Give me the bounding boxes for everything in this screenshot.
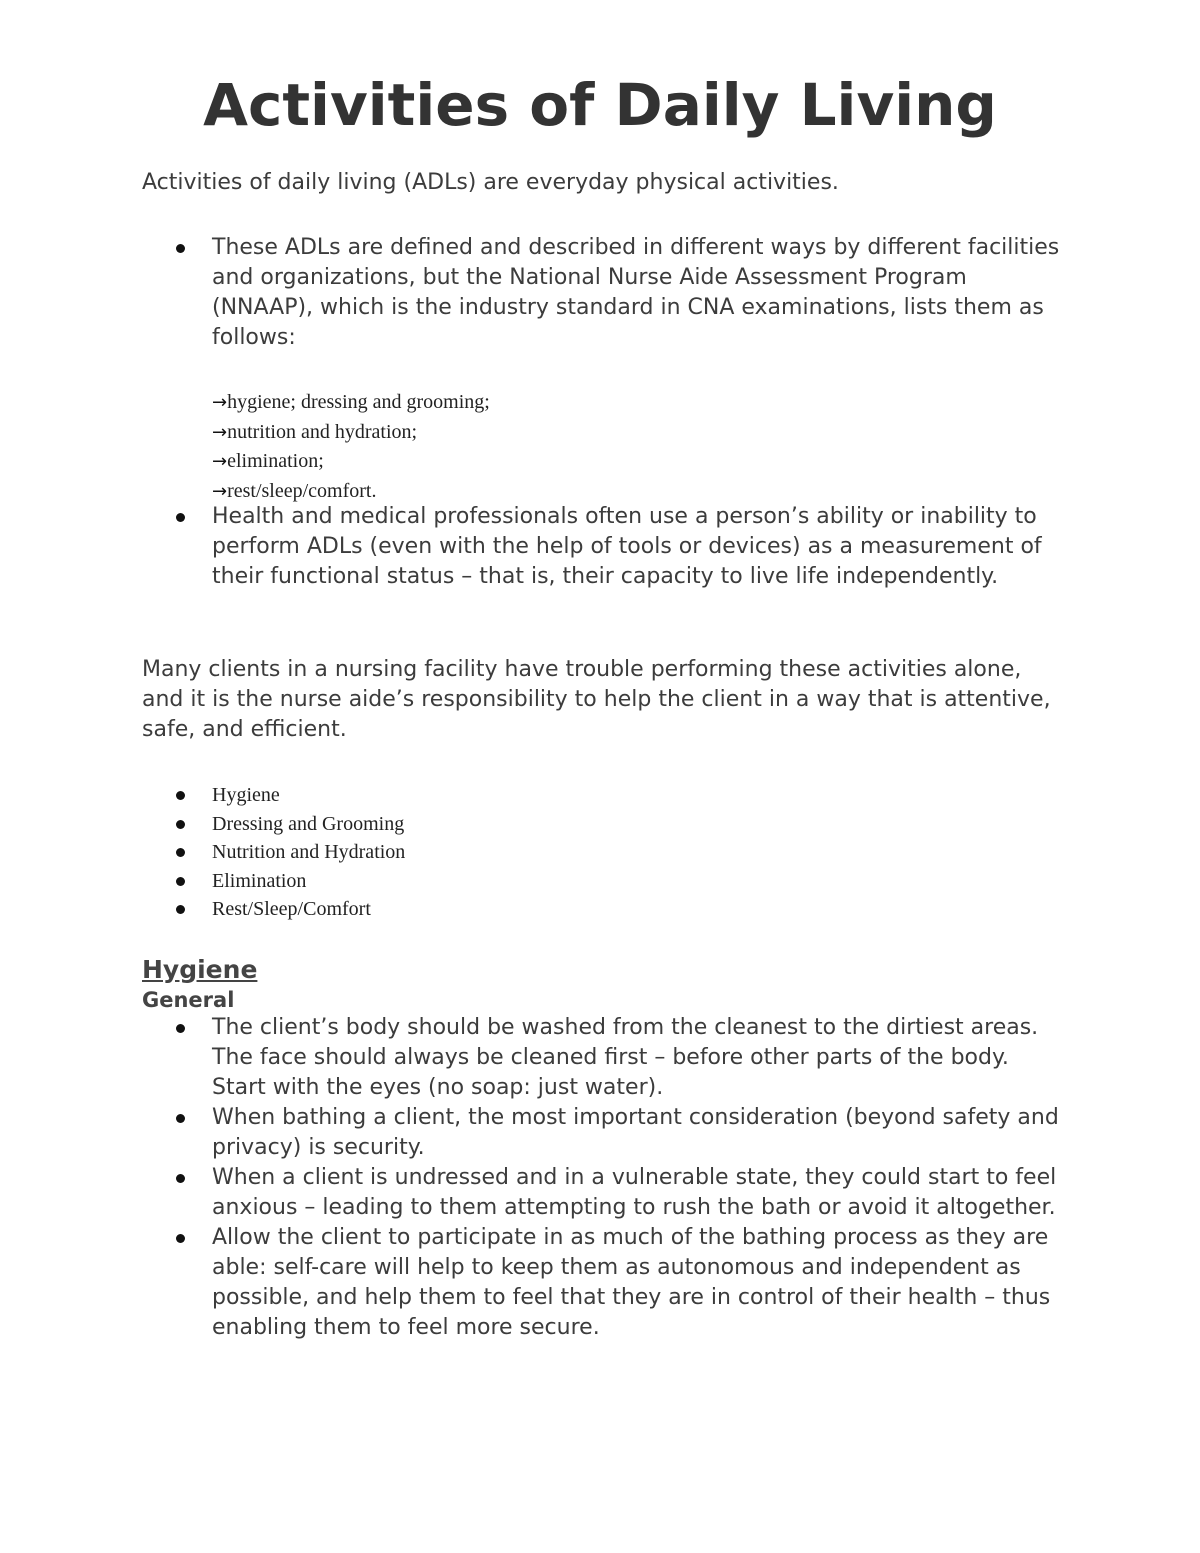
- bullet-icon: [176, 848, 185, 857]
- list-item-text: These ADLs are defined and described in different ways by different facilities and organizations, but the National Nurse Aide Assessment Program (NNAAP), which is the industry standard in CNA examinations, lists them as follows:: [212, 235, 1060, 350]
- list-item: [212, 418, 490, 448]
- responsibility-paragraph: Many clients in a nursing facility have trouble performing these activities alone, and it is the nurse aide’s responsibility to help the client in a way that is attentive, safe, and efficient.: [142, 657, 1051, 742]
- bullet-icon: [176, 820, 185, 829]
- document-title: Activities of Daily Living: [203, 71, 997, 139]
- list-item: [142, 895, 1062, 924]
- list-item-text: Health and medical professionals often use a person’s ability or inability to perform ADLs (even with the help of tools or devices) as a measurement of their functional status – that is, their capacity to live life independently.: [212, 504, 1042, 589]
- list-item: [142, 810, 1062, 839]
- list-item-text: The client’s body should be washed from the cleanest to the dirtiest areas. The face should always be cleaned first – before other parts of the body. Start with the eyes (no soap: just water).: [212, 1015, 1039, 1100]
- arrow-right-icon: →: [212, 451, 228, 472]
- list-item-text: Hygiene: [212, 784, 280, 806]
- list-item-text: Elimination: [212, 869, 307, 892]
- list-item-text: hygiene; dressing and grooming;: [227, 391, 490, 413]
- list-item: [142, 502, 1062, 592]
- list-item-text: rest/sleep/comfort.: [227, 479, 377, 502]
- bullet-icon: [176, 791, 185, 800]
- bullet-icon: [176, 1114, 185, 1123]
- arrow-list: [212, 388, 490, 506]
- section-heading: Hygiene: [142, 955, 258, 984]
- list-item: [142, 1163, 1062, 1223]
- arrow-right-icon: →: [212, 392, 228, 413]
- subsection-heading: General: [142, 988, 235, 1012]
- list-item: [212, 388, 490, 418]
- list-item: [212, 447, 490, 477]
- intro-bullet-list: [142, 233, 1062, 353]
- bullet-icon: [176, 513, 185, 522]
- intro-paragraph: Activities of daily living (ADLs) are everyday physical activities.: [142, 170, 839, 195]
- arrow-right-icon: →: [212, 421, 228, 443]
- list-item: [142, 867, 1062, 896]
- functional-status-bullet-list: [142, 502, 1062, 592]
- general-bullet-list: [142, 1013, 1062, 1343]
- list-item: [142, 233, 1062, 353]
- list-item: [142, 838, 1062, 867]
- bullet-icon: [176, 877, 185, 886]
- list-item-text: Allow the client to participate in as much of the bathing process as they are able: self-care will help to keep them as autonomous and independent as possible, and help them to feel that they are in control of their health – thus enabling them to feel more secure.: [212, 1225, 1051, 1340]
- list-item-text: When bathing a client, the most important consideration (beyond safety and privacy) is security.: [212, 1105, 1059, 1160]
- list-item: [142, 1013, 1062, 1103]
- list-item-text: nutrition and hydration;: [227, 420, 418, 443]
- adl-list: [142, 781, 1062, 924]
- list-item: [142, 1223, 1062, 1343]
- bullet-icon: [176, 1174, 185, 1183]
- list-item-text: When a client is undressed and in a vulnerable state, they could start to feel anxious – leading to them attempting to rush the bath or avoid it altogether.: [212, 1165, 1057, 1220]
- list-item-text: Nutrition and Hydration: [212, 841, 406, 863]
- list-item: [142, 781, 1062, 810]
- list-item-text: Rest/Sleep/Comfort: [212, 898, 371, 920]
- bullet-icon: [176, 1234, 185, 1243]
- bullet-icon: [176, 244, 185, 253]
- list-item: [142, 1103, 1062, 1163]
- bullet-icon: [176, 905, 185, 914]
- bullet-icon: [176, 1024, 185, 1033]
- list-item-text: Dressing and Grooming: [212, 812, 405, 835]
- arrow-right-icon: →: [212, 480, 228, 502]
- list-item-text: elimination;: [227, 450, 324, 472]
